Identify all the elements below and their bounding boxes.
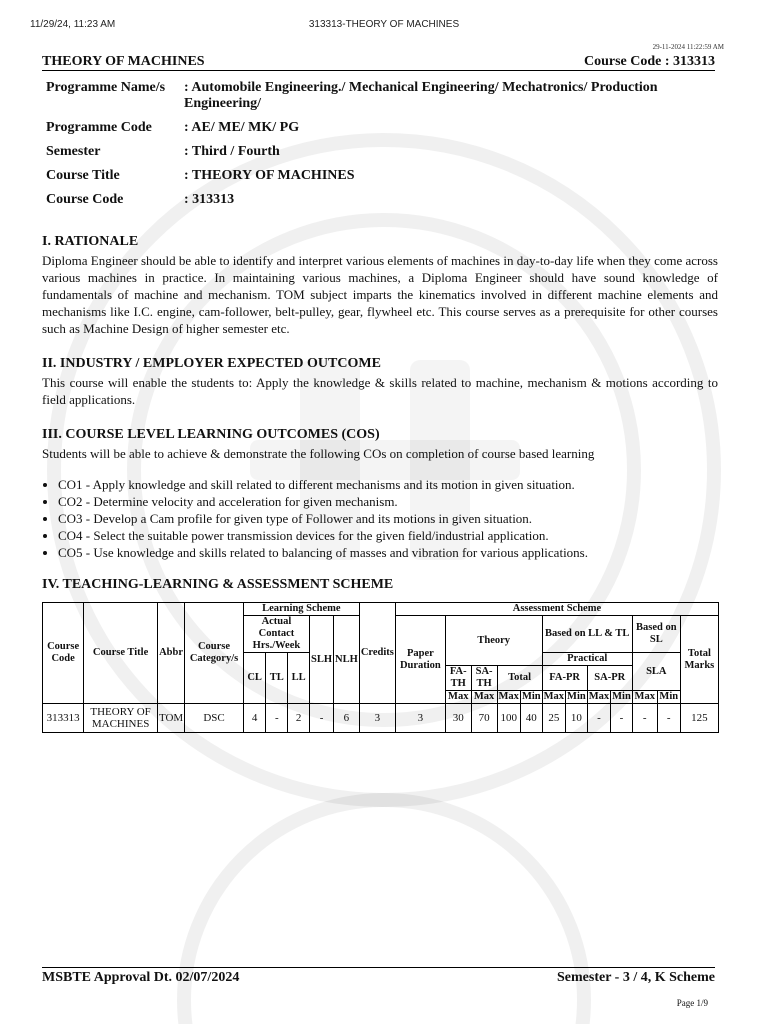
cell-abbr: TOM bbox=[157, 704, 184, 733]
course-title-heading: THEORY OF MACHINES bbox=[42, 54, 205, 69]
programme-value: : 313313 bbox=[184, 192, 235, 207]
page-number: Page 1/9 bbox=[676, 998, 708, 1008]
co-item: • CO1 - Apply knowledge and skill related to different mechanisms and its motion in given situation. bbox=[58, 476, 734, 493]
cell-nlh: 6 bbox=[334, 704, 360, 733]
print-datetime: 11/29/24, 11:23 AM bbox=[30, 19, 116, 30]
h-nlh: NLH bbox=[334, 616, 360, 704]
h-contact-hours: Actual Contact Hrs./Week bbox=[243, 616, 309, 653]
h-cl: CL bbox=[243, 653, 266, 704]
h-slh: SLH bbox=[310, 616, 334, 704]
cell-credits: 3 bbox=[359, 704, 395, 733]
co-item: • CO3 - Develop a Cam profile for given type of Follower and its motions in given situation. bbox=[58, 510, 734, 527]
programme-info-table bbox=[42, 80, 717, 216]
h-based-ll: Based on LL & TL bbox=[542, 616, 632, 653]
h-ll: LL bbox=[288, 653, 310, 704]
cell-cl: 4 bbox=[243, 704, 266, 733]
programme-key: Semester bbox=[46, 144, 101, 159]
cell-title: THEORY OF MACHINES bbox=[84, 704, 158, 733]
cell-fath-max: 30 bbox=[445, 704, 471, 733]
programme-value: : Automobile Engineering./ Mechanical Engineering/ Mechatronics/ Production Engineering/ bbox=[184, 80, 658, 111]
h-course-title: Course Title bbox=[84, 603, 158, 704]
h-credits: Credits bbox=[359, 603, 395, 704]
h-min: Min bbox=[567, 691, 586, 702]
h-fa-pr: FA-PR bbox=[542, 666, 587, 691]
h-max: Max bbox=[543, 691, 565, 702]
programme-value: : AE/ ME/ MK/ PG bbox=[184, 120, 300, 135]
programme-key: Programme Name/s bbox=[46, 80, 166, 95]
h-category: Course Category/s bbox=[185, 603, 244, 704]
teaching-scheme-table bbox=[42, 602, 719, 733]
cell-sapr-max: - bbox=[587, 704, 610, 733]
cell-slh: - bbox=[310, 704, 334, 733]
print-doc-title: 313313-THEORY OF MACHINES bbox=[308, 19, 460, 30]
cell-total-max: 100 bbox=[497, 704, 520, 733]
approval-date: MSBTE Approval Dt. 02/07/2024 bbox=[42, 970, 240, 985]
industry-heading: II. INDUSTRY / EMPLOYER EXPECTED OUTCOME bbox=[42, 356, 381, 371]
programme-row bbox=[42, 144, 717, 168]
co-item: • CO2 - Determine velocity and acceleration for given mechanism. bbox=[58, 493, 734, 510]
programme-key: Course Title bbox=[46, 168, 120, 183]
cell-category: DSC bbox=[185, 704, 244, 733]
programme-key: Course Code bbox=[46, 192, 124, 207]
cos-list bbox=[42, 476, 734, 561]
semester-scheme: Semester - 3 / 4, K Scheme bbox=[557, 970, 715, 985]
h-sla: SLA bbox=[632, 653, 680, 691]
cell-tl: - bbox=[266, 704, 288, 733]
programme-key: Programme Code bbox=[46, 120, 152, 135]
timestamp-stamp: 29-11-2024 11:22:59 AM bbox=[652, 43, 724, 51]
h-max: Max bbox=[445, 691, 471, 704]
cell-ll: 2 bbox=[288, 704, 310, 733]
co-item: • CO4 - Select the suitable power transmission devices for the given field/industrial application. bbox=[58, 527, 734, 544]
h-min: Min bbox=[612, 691, 631, 702]
h-paper-duration: Paper Duration bbox=[395, 616, 445, 704]
rationale-text: Diploma Engineer should be able to identify and interpret various elements of machines in day-to-day life when they come across various machines in practice. In maintaining various machines, a Diploma Engineer should have sound knowledge of fundamentals of machine and mechanism. TOM subject imparts the kinematics involved in different machine elements and mechanisms like I.C. engine, cam-follower, belt-pulley, gear, flywheel etc. This course serves as a prerequisite for other courses such as Machine Design of higher semester etc. bbox=[42, 253, 718, 336]
cell-sla-min: - bbox=[657, 704, 680, 733]
programme-value: : Third / Fourth bbox=[184, 144, 280, 159]
cell-sla-max: - bbox=[632, 704, 657, 733]
h-max: Max bbox=[471, 691, 497, 704]
h-sa-pr: SA-PR bbox=[587, 666, 632, 691]
programme-row bbox=[42, 80, 717, 120]
programme-row bbox=[42, 192, 717, 216]
h-based-sl: Based on SL bbox=[632, 616, 680, 653]
h-max: Max bbox=[498, 691, 519, 702]
h-assessment-scheme: Assessment Scheme bbox=[395, 603, 718, 616]
cell-total-min: 40 bbox=[520, 704, 542, 733]
industry-text: This course will enable the students to: Apply the knowledge & skills related to machine, mechanism & motions according to field applications. bbox=[42, 375, 718, 407]
course-code-heading: Course Code : 313313 bbox=[583, 54, 715, 69]
cell-total-marks: 125 bbox=[680, 704, 718, 733]
h-tl: TL bbox=[266, 653, 288, 704]
cell-fapr-min: 10 bbox=[566, 704, 588, 733]
cell-paper: 3 bbox=[395, 704, 445, 733]
h-fa-th: FA-TH bbox=[445, 666, 471, 691]
h-learning-scheme: Learning Scheme bbox=[243, 603, 359, 616]
rationale-heading: I. RATIONALE bbox=[42, 234, 139, 249]
cell-sath-max: 70 bbox=[471, 704, 497, 733]
h-sa-th: SA-TH bbox=[471, 666, 497, 691]
h-total: Total bbox=[497, 666, 542, 691]
h-max: Max bbox=[588, 691, 610, 702]
programme-value: : THEORY OF MACHINES bbox=[184, 168, 355, 183]
h-total-marks: Total Marks bbox=[680, 616, 718, 704]
h-min: Min bbox=[657, 691, 680, 704]
h-practical: Practical bbox=[542, 653, 632, 666]
programme-row bbox=[42, 120, 717, 144]
cos-heading: III. COURSE LEVEL LEARNING OUTCOMES (COS) bbox=[42, 427, 380, 442]
page-footer bbox=[42, 967, 715, 986]
h-course-code: Course Code bbox=[43, 603, 84, 704]
cos-intro: Students will be able to achieve & demonstrate the following COs on completion of course based learning bbox=[42, 446, 595, 461]
h-max: Max bbox=[632, 691, 657, 704]
h-min: Min bbox=[521, 691, 541, 702]
title-bar bbox=[42, 53, 715, 71]
h-abbr: Abbr bbox=[157, 603, 184, 704]
table-row bbox=[43, 704, 719, 733]
cell-fapr-max: 25 bbox=[542, 704, 565, 733]
cell-code: 313313 bbox=[43, 704, 84, 733]
scheme-heading: IV. TEACHING-LEARNING & ASSESSMENT SCHEME bbox=[42, 577, 394, 592]
cell-sapr-min: - bbox=[611, 704, 633, 733]
h-theory: Theory bbox=[445, 616, 542, 666]
programme-row bbox=[42, 168, 717, 192]
co-item: • CO5 - Use knowledge and skills related to balancing of masses and vibration for various applications. bbox=[58, 544, 734, 561]
